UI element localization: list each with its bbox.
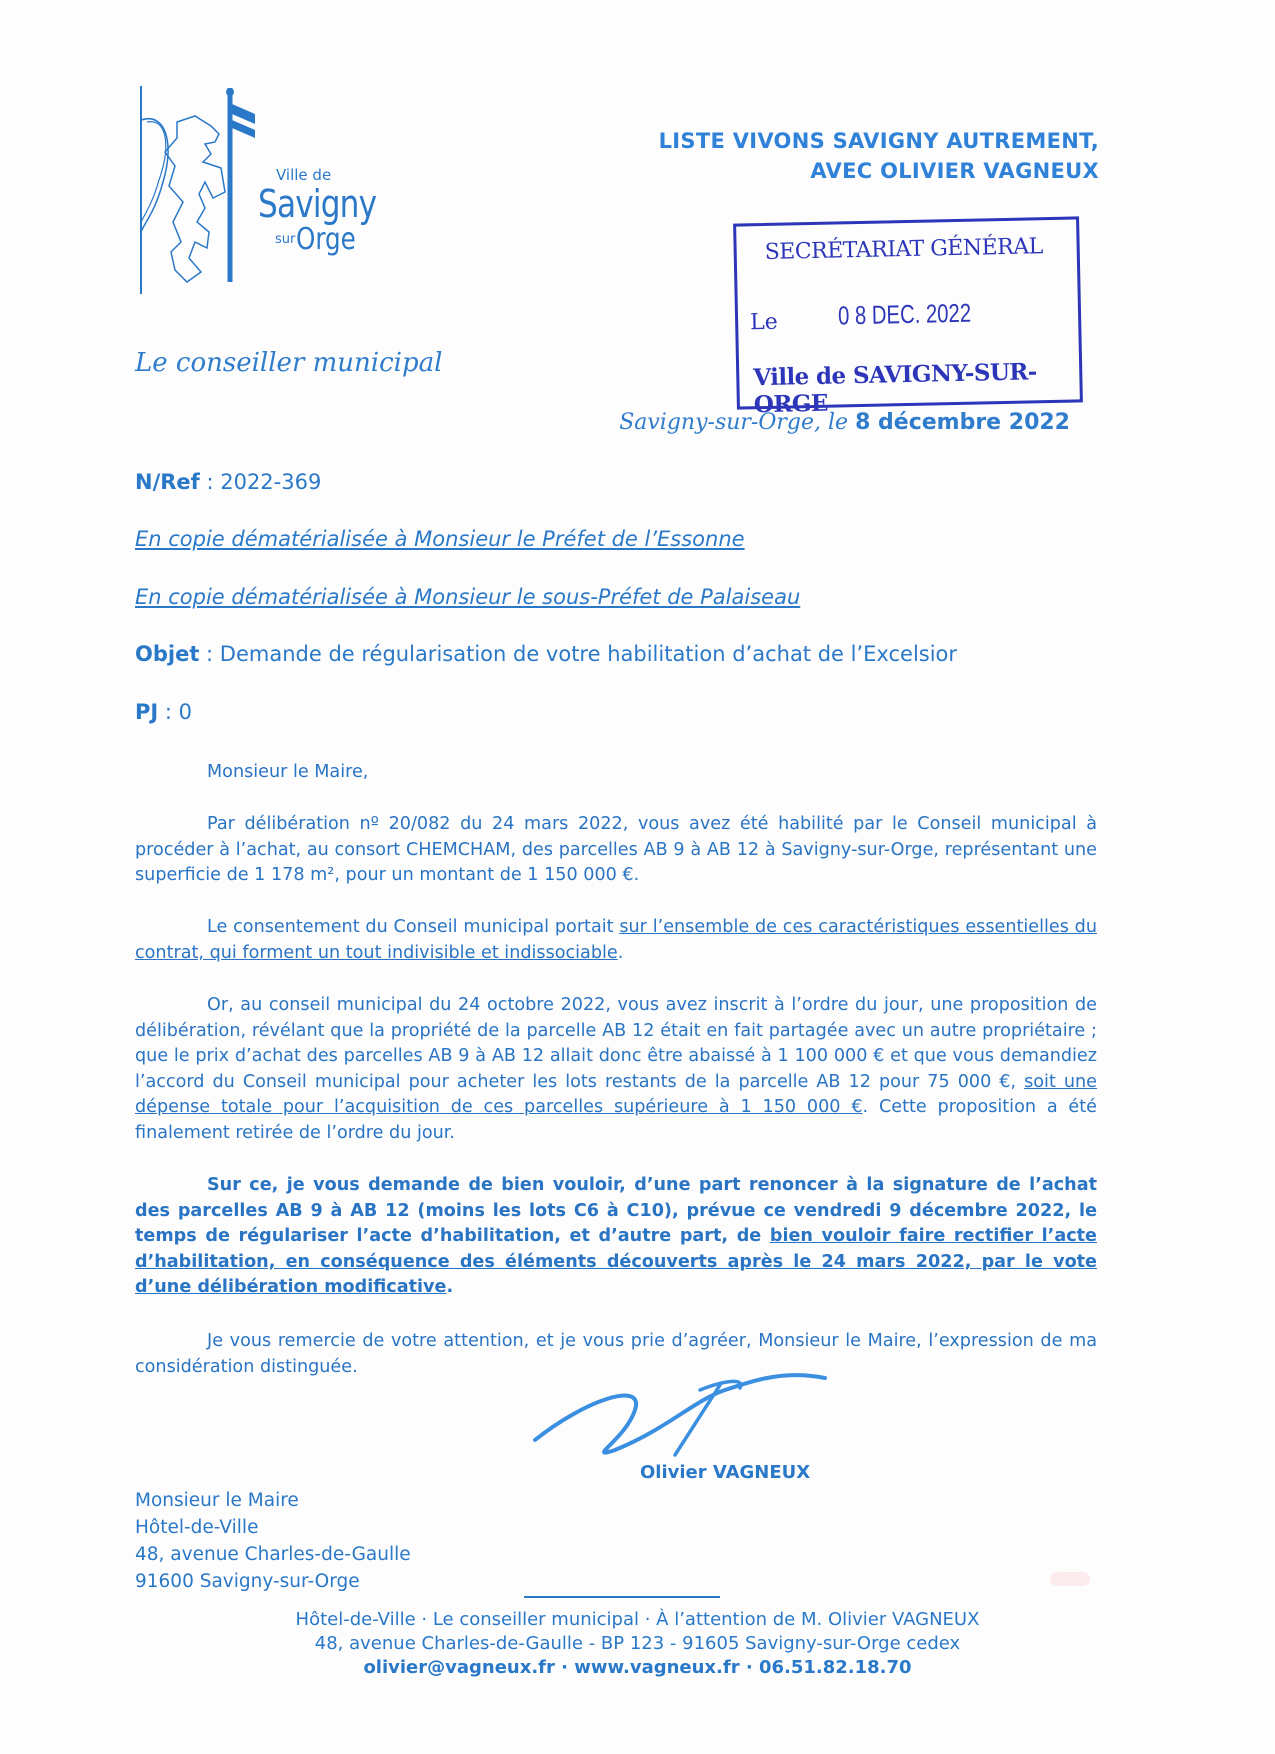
p2-end: . xyxy=(617,942,624,963)
recipient-line-4: 91600 Savigny-sur-Orge xyxy=(135,1571,360,1592)
recipient-line-3: 48, avenue Charles-de-Gaulle xyxy=(135,1544,411,1565)
p3-underlined: soit une dépense totale pour l’acquisition de ces parcelles supérieure à 1 150 000 € xyxy=(135,1071,1097,1117)
party-header xyxy=(659,126,1099,186)
copy-prefet-essonne: En copie dématérialisée à Monsieur le Préfet de l’Essonne xyxy=(135,527,745,551)
ref-label: N/Ref xyxy=(135,470,200,494)
recipient-line-2: Hôtel-de-Ville xyxy=(135,1517,259,1538)
subject-value: : Demande de régularisation de votre habilitation d’achat de l’Excelsior xyxy=(199,642,958,666)
p2-underlined: sur l’ensemble de ces caractéristiques essentielles du contrat, qui forment un tout indivisible et indissociable xyxy=(135,917,1097,963)
subject-line xyxy=(135,642,957,666)
p4-text: Sur ce, je vous demande de bien vouloir, d’une part renoncer à la signature de l’achat des parcelles AB 9 à AB 12 (moins les lots C6 à C10), prévue ce vendredi 9 décembre 2022, le temps de régulariser l’acte d’habilitation, et d’autre part, de xyxy=(135,1175,1097,1246)
ref-value: : 2022-369 xyxy=(199,470,322,494)
party-line-2: AVEC OLIVIER VAGNEUX xyxy=(810,159,1099,183)
p2-text: Le consentement du Conseil municipal portait xyxy=(207,917,620,937)
stamp-department: SECRÉTARIAT GÉNÉRAL xyxy=(764,234,1043,265)
party-line-1: LISTE VIVONS SAVIGNY AUTREMENT, xyxy=(658,129,1099,153)
footer xyxy=(0,1608,1275,1680)
logo-sur: sur xyxy=(275,232,296,247)
logo-ville-de: Ville de xyxy=(276,166,332,184)
recipient-address xyxy=(135,1487,411,1595)
closing-paragraph: Je vous remercie de votre attention, et je vous prie d’agréer, Monsieur le Maire, l’expression de ma considération distinguée. xyxy=(135,1331,1097,1377)
dateline xyxy=(619,410,1070,435)
reference-line xyxy=(135,470,321,494)
signatory-name: Olivier VAGNEUX xyxy=(640,1462,811,1483)
p3-text: Or, au conseil municipal du 24 octobre 2022, vous avez inscrit à l’ordre du jour, une proposition de délibération, révélant que la propriété de la parcelle AB 12 était en fait partagée avec un autre propriétaire ; que le prix d’achat des parcelles AB 9 à AB 12 allait donc être abaissé à 1 100 000 € et que vous demandiez l’accord du Conseil municipal pour acheter les lots restants de la parcelle AB 12 pour 75 000 €, xyxy=(135,995,1097,1092)
p4-underlined: bien vouloir faire rectifier l’acte d’habilitation, en conséquence des éléments découverts après le 24 mars 2022, par le vote d’une délibération modificative xyxy=(135,1226,1097,1297)
dateline-date: 8 décembre 2022 xyxy=(855,410,1070,435)
stamp-date: 0 8 DEC. 2022 xyxy=(837,297,972,331)
paragraph-2 xyxy=(135,915,1097,966)
footer-divider xyxy=(524,1596,720,1598)
recipient-line-1: Monsieur le Maire xyxy=(135,1490,299,1511)
paragraph-1: Par délibération nº 20/082 du 24 mars 2022, vous avez été habilité par le Conseil municipal à procéder à l’achat, au consort CHEMCHAM, des parcelles AB 9 à AB 12 à Savigny-sur-Orge, représentant une superficie de 1 178 m², pour un montant de 1 150 000 €. xyxy=(135,814,1097,885)
subject-label: Objet xyxy=(135,642,200,666)
footer-line-1: Hôtel-de-Ville · Le conseiller municipal · À l’attention de M. Olivier VAGNEUX xyxy=(295,1609,980,1630)
pj-value: : 0 xyxy=(158,700,193,724)
logo-savigny: Savigny xyxy=(258,182,377,226)
received-stamp xyxy=(733,216,1083,419)
attachments-line xyxy=(135,700,192,724)
pj-label: PJ xyxy=(135,700,159,724)
paragraph-4-request xyxy=(135,1173,1097,1301)
sender-title: Le conseiller municipal xyxy=(135,348,443,378)
stamp-city: Ville de SAVIGNY-SUR-ORGE xyxy=(753,358,1037,419)
copy-sous-prefet-palaiseau: En copie dématérialisée à Monsieur le sous-Préfet de Palaiseau xyxy=(135,585,801,609)
handwritten-signature-icon xyxy=(525,1360,845,1470)
footer-line-2: 48, avenue Charles-de-Gaulle - BP 123 - 91605 Savigny-sur-Orge cedex xyxy=(314,1633,961,1654)
dateline-place: Savigny-sur-Orge, le xyxy=(619,410,849,435)
paragraph-3 xyxy=(135,993,1097,1146)
footer-contact: olivier@vagneux.fr · www.vagneux.fr · 06.51.82.18.70 xyxy=(363,1657,912,1678)
salutation: Monsieur le Maire, xyxy=(207,762,369,782)
stamp-le: Le xyxy=(749,309,779,336)
p4-end: . xyxy=(446,1277,454,1297)
ink-smudge xyxy=(1050,1572,1090,1586)
logo-orge: Orge xyxy=(296,222,356,257)
p3-end: . Cette proposition a été finalement retirée de l’ordre du jour. xyxy=(135,1097,1097,1143)
